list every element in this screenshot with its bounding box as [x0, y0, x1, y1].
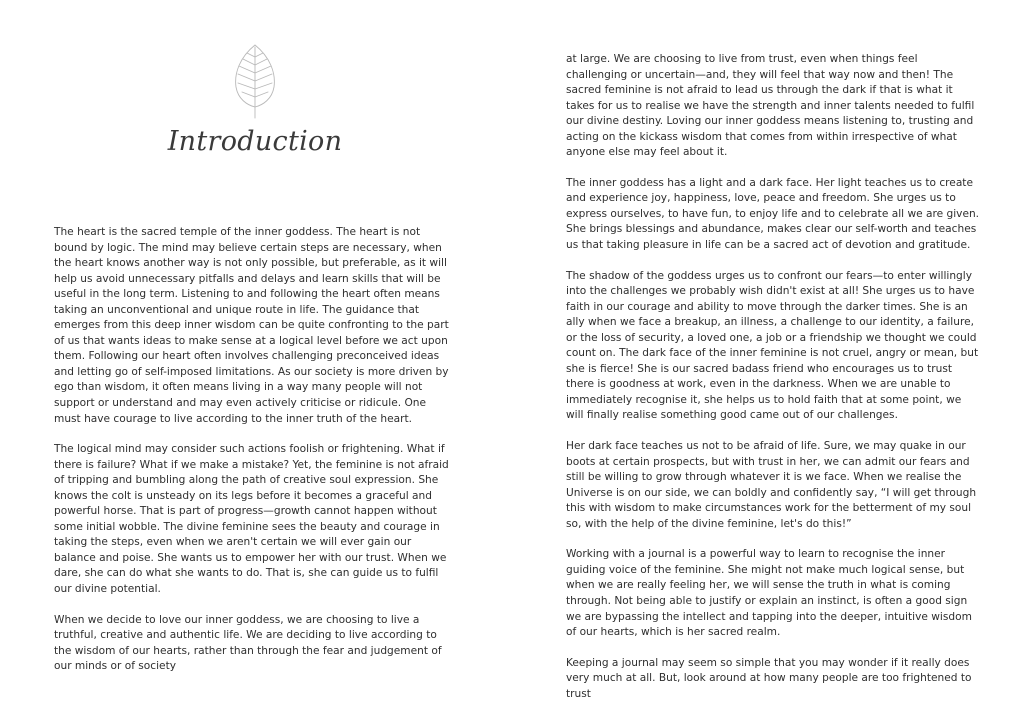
paragraph: The shadow of the goddess urges us to confront our fears—to enter willingly into the challenges we probably wish didn't exist at all! She urges us to have faith in our courage and ability to move through the darker times. She is an ally when we face a breakup, an illness, a challenge to our identity, a failure, or the loss of security, a loved one, a job or a friendship we thought we could count on. The dark face of the inner feminine is not cruel, angry or mean, but she is fierce! She is our sacred badass friend who encourages us to trust there is goodness at work, even in the darkness. When we are unable to immediately recognise it, she helps us to hold faith that at some point, we will finally realise something good came out of our challenges.	[566, 269, 979, 422]
paragraph: Keeping a journal may seem so simple that you may wonder if it really does very much at all. But, look around at how many people are too frightened to trust	[566, 656, 972, 700]
leaf-icon	[232, 43, 278, 119]
left-page	[0, 0, 512, 673]
paragraph: at large. We are choosing to live from trust, even when things feel challenging or uncertain—and, they will feel that way now and then! The sacred feminine is not afraid to lead us through the dark if that is what it takes for us to realise we have the strength and inner talents needed to fulfil our divine destiny. Loving our inner goddess means listening to, trusting and acting on the kickass wisdom that comes from within irrespective of what anyone else may feel about it.	[566, 53, 975, 159]
left-page-body	[54, 225, 454, 690]
right-page	[512, 0, 1024, 700]
paragraph: Working with a journal is a powerful way to learn to recognise the inner guiding voice of the feminine. She might not make much logical sense, but when we are really feeling her, we will sense the truth in what is coming through. Not being able to justify or explain an instinct, is often a good sign we are bypassing the intellect and tapping into the deeper, intuitive wisdom of our hearts, which is her sacred realm.	[566, 548, 972, 639]
paragraph: The inner goddess has a light and a dark face. Her light teaches us to create and experience joy, happiness, love, peace and freedom. She urges us to express ourselves, to have fun, to enjoy life and to celebrate all we are given. She brings blessings and abundance, makes clear our self-worth and teaches us that taking pleasure in life can be a sacred act of devotion and gratitude.	[566, 176, 980, 252]
paragraph: The heart is the sacred temple of the inner goddess. The heart is not bound by logic. The mind may believe certain steps are necessary, when the heart knows another way is not only possible, but preferable, as it will help us avoid unnecessary pitfalls and delays and learn skills that will be useful in the long term. Listening to and following the heart often means taking an unconventional and unique route in life. The guidance that emerges from this deep inner wisdom can be quite confronting to the part of us that wants ideas to make sense at a logical level before we act upon them. Following our heart often involves challenging preconceived ideas and letting go of self-imposed limitations. As our society is more driven by ego than wisdom, it often means living in a way many people will not support or understand and may even actively criticise or ridicule. One must have courage to live according to the inner truth of the heart.	[54, 226, 449, 425]
paragraph: Her dark face teaches us not to be afraid of life. Sure, we may quake in our boots at certain prospects, but with trust in her, we can admit our fears and still be willing to grow through whatever it is we face. When we realise the Universe is on our side, we can boldly and confidently say, “I will get through this with wisdom to make circumstances work for the betterment of my soul so, with the help of the divine feminine, let's do this!”	[566, 440, 977, 530]
chapter-title: Introduction	[167, 126, 343, 157]
right-page-body	[566, 52, 980, 717]
paragraph: The logical mind may consider such actions foolish or frightening. What if there is failure? What if we make a mistake? Yet, the feminine is not afraid of tripping and bumbling along the path of creative soul expression. She knows the colt is unsteady on its legs before it becomes a graceful and powerful horse. That is part of progress—growth cannot happen without some initial wobble. The divine feminine sees the beauty and courage in taking the steps, even when we aren't certain we will ever gain our balance and poise. She wants us to empower her with our trust. When we dare, she can do what she wants to do. That is, she can guide us to fulfil our divine potential.	[54, 443, 449, 596]
paragraph: When we decide to love our inner goddess, we are choosing to live a truthful, creative and authentic life. We are deciding to live according to the wisdom of our hearts, rather than through the fear and judgement of our minds or of society	[54, 613, 442, 673]
